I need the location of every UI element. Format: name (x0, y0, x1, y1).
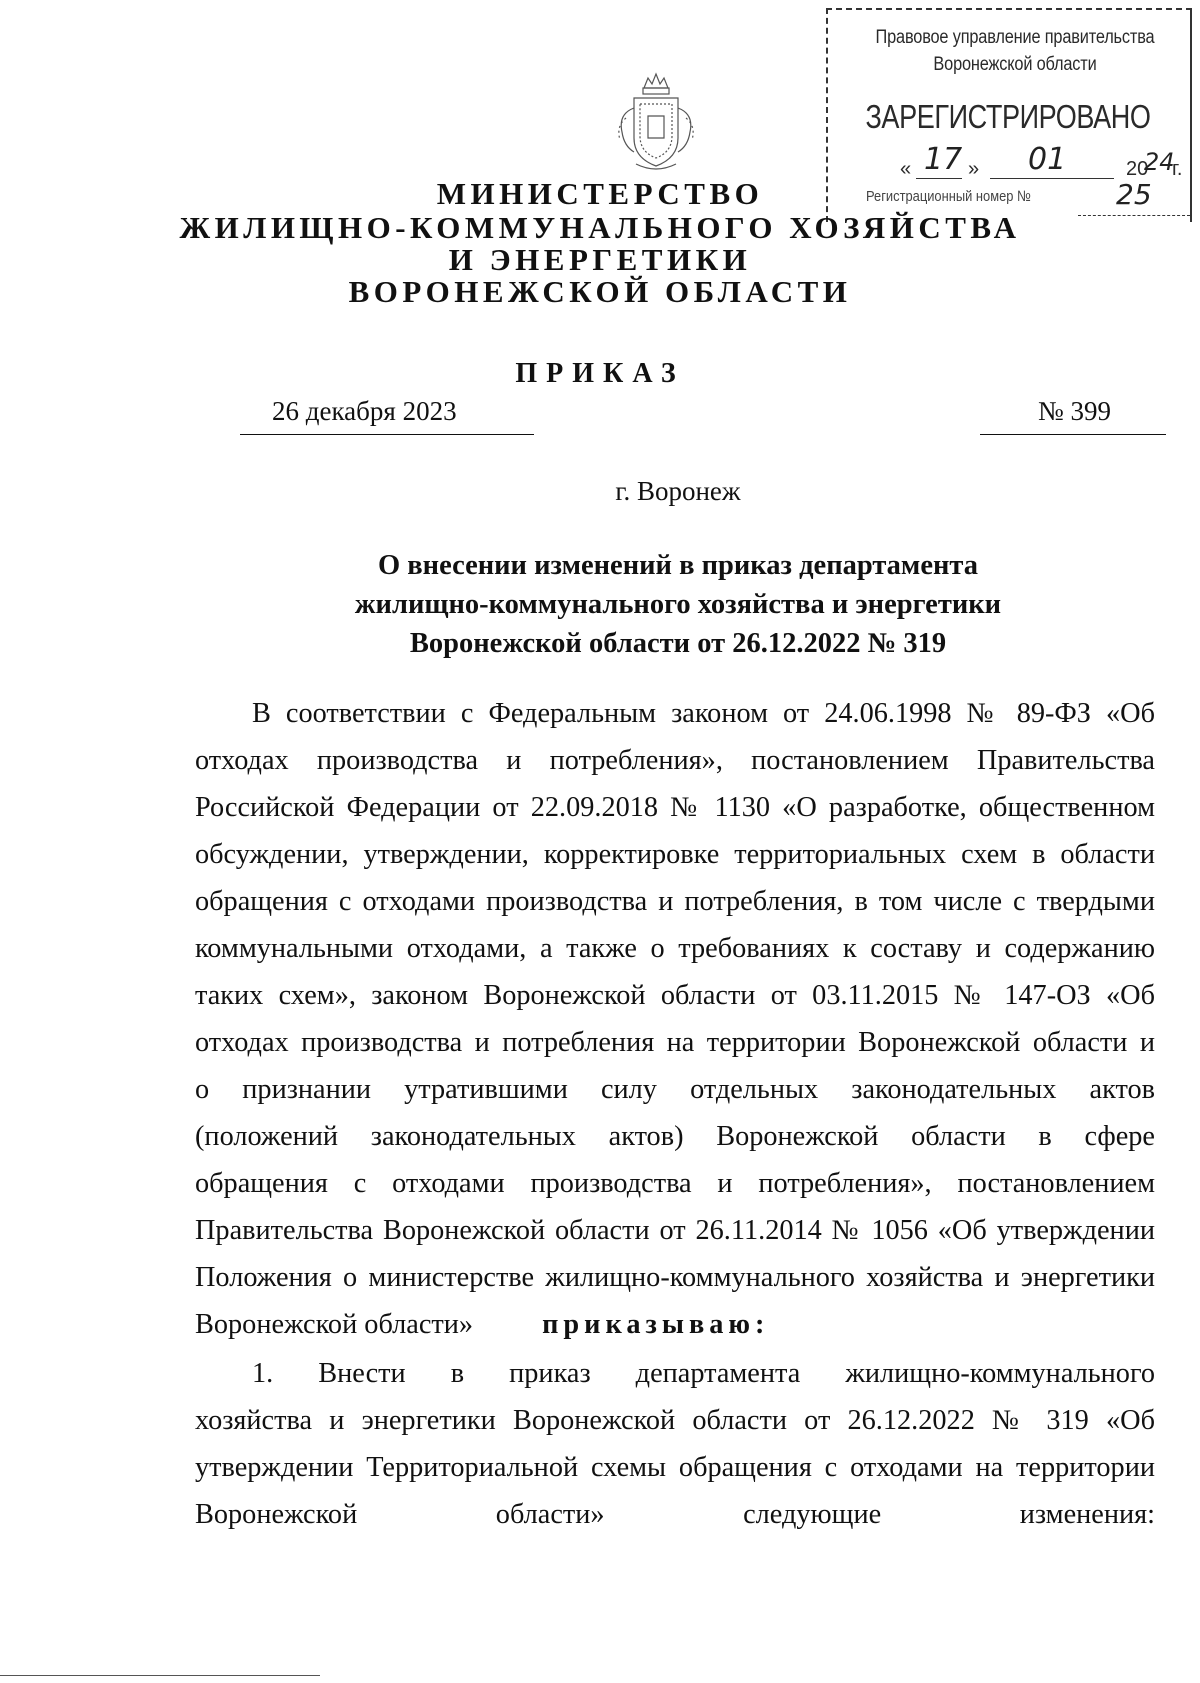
document-type: ПРИКАЗ (515, 358, 685, 389)
item-1-line: утверждении Территориальной схемы обращения с отходами на территории (195, 1452, 1155, 1483)
preamble-line: Российской Федерации от 22.09.2018 № 1130 «О разработке, общественном (195, 792, 1155, 823)
preamble-line: Положения о министерстве жилищно-коммунального хозяйства и энергетики (195, 1262, 1155, 1293)
stamp-year-suffix: 24 (1144, 148, 1175, 176)
preamble-line: отходах производства и потребления на территории Воронежской области и (195, 1027, 1155, 1058)
item-1-line: хозяйства и энергетики Воронежской области от 26.12.2022 № 319 «Об (195, 1405, 1155, 1436)
order-date (240, 396, 534, 427)
order-date-underline (240, 434, 534, 435)
order-number-underline (980, 434, 1166, 435)
preamble-line: (положений законодательных актов) Воронежской области в сфере (195, 1121, 1155, 1152)
preamble-last-text: Воронежской области» (195, 1309, 474, 1340)
footer-rule (0, 1675, 320, 1676)
subject-line-2: жилищно-коммунального хозяйства и энергетики (354, 589, 1002, 620)
stamp-year-prefix: 20 (1126, 158, 1149, 180)
header-line-2: ЖИЛИЩНО-КОММУНАЛЬНОГО ХОЗЯЙСТВА (179, 210, 1021, 245)
item-1-line: Воронежской области» следующие изменения: (195, 1499, 1155, 1530)
stamp-reg-number: 25 (1116, 178, 1152, 211)
preamble-line: коммунальными отходами, а также о требованиях к составу и содержанию (195, 933, 1155, 964)
coat-of-arms-icon (612, 68, 700, 178)
order-number (980, 396, 1166, 427)
stamp-org-line-1: Правовое управление правительства (875, 27, 1155, 48)
preamble-last-line (195, 1309, 1155, 1341)
order-date-text: 26 декабря 2023 (272, 396, 457, 426)
subject-line-1: О внесении изменений в приказ департамента (377, 550, 979, 581)
stamp-registered-label: ЗАРЕГИСТРИРОВАНО (865, 98, 1151, 135)
header-line-1: МИНИСТЕРСТВО (436, 176, 764, 211)
preamble-line: В соответствии с Федеральным законом от 24.06.1998 № 89-ФЗ «Об (252, 698, 1155, 729)
header-line-4: ВОРОНЕЖСКОЙ ОБЛАСТИ (348, 274, 852, 309)
preamble-line: таких схем», законом Воронежской области от 03.11.2015 № 147-ОЗ «Об (195, 980, 1155, 1011)
subject-line-3: Воронежской области от 26.12.2022 № 319 (409, 628, 947, 659)
item-1-line: 1. Внести в приказ департамента жилищно-коммунального (252, 1358, 1155, 1389)
stamp-month: 01 (1028, 142, 1067, 177)
preamble-line: обращения с отходами производства и потребления, в том числе с твердыми (195, 886, 1155, 917)
stamp-day: 17 (924, 142, 963, 177)
stamp-quote-open: « (900, 158, 912, 180)
stamp-org-line-2: Воронежской области (933, 54, 1097, 75)
preamble-line: обсуждении, утверждении, корректировке территориальных схем в области (195, 839, 1155, 870)
preamble-line: о признании утратившими силу отдельных законодательных актов (195, 1074, 1155, 1105)
order-number-text: № 399 (1038, 396, 1112, 426)
header-line-3: И ЭНЕРГЕТИКИ (448, 242, 752, 277)
stamp-year-mark: г. (1172, 158, 1183, 180)
order-word: приказываю: (542, 1309, 770, 1340)
preamble-line: отходах производства и потребления», постановлением Правительства (195, 745, 1155, 776)
city: г. Воронеж (615, 476, 741, 506)
stamp-organization (866, 24, 1164, 78)
preamble-line: обращения с отходами производства и потребления», постановлением (195, 1168, 1155, 1199)
stamp-quote-close: » (968, 158, 980, 180)
stamp-reg-number-label: Регистрационный номер № (866, 188, 1031, 205)
preamble-line: Правительства Воронежской области от 26.11.2014 № 1056 «Об утверждении (195, 1215, 1155, 1246)
